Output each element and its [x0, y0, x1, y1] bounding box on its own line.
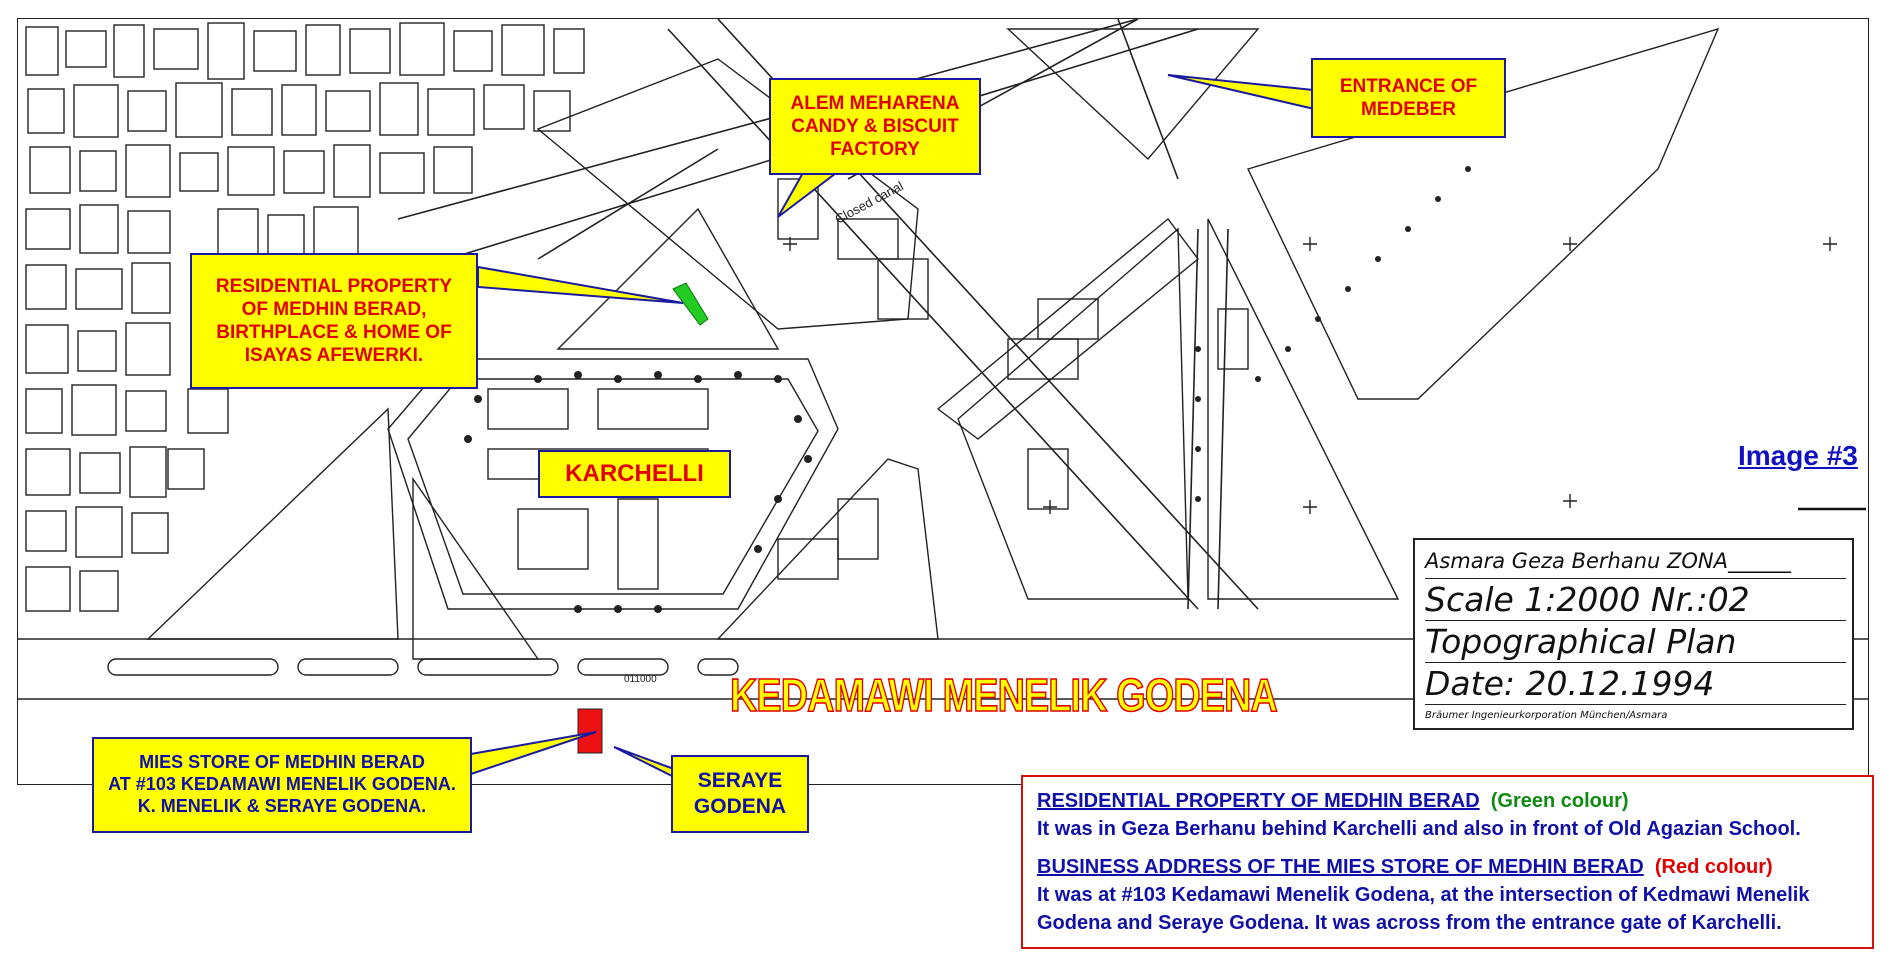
survey-crosses [783, 237, 1837, 514]
title-block-zone: Asmara Geza Berhanu ZONA______ [1425, 544, 1846, 579]
callout-seraye-godena: SERAYE GODENA [671, 755, 809, 833]
callout-entrance-medeber: ENTRANCE OF MEDEBER [1311, 58, 1506, 138]
legend-green-colour: (Green colour) [1490, 790, 1629, 812]
legend-red-colour: (Red colour) [1654, 856, 1773, 878]
title-block-scale: Scale 1:2000 Nr.:02 [1425, 578, 1846, 621]
legend-residential-heading: RESIDENTIAL PROPERTY OF MEDHIN BERAD [1037, 790, 1480, 812]
callout-mies-store: MIES STORE OF MEDHIN BERAD AT #103 KEDAMAWI MENELIK GODENA. K. MENELIK & SERAYE GODENA. [92, 737, 472, 833]
karchelli-label: KARCHELLI [538, 450, 731, 498]
legend-business-text-1: It was at #103 Kedamawi Menelik Godena, at the intersection of Kedmawi Menelik [1037, 884, 1810, 906]
road-code-text: 011000 [624, 674, 657, 685]
closed-canal-text: Closed canal [832, 178, 906, 227]
callout-candy-biscuit-factory: ALEM MEHARENA CANDY & BISCUIT FACTORY [769, 78, 981, 175]
callout-residential-property: RESIDENTIAL PROPERTY OF MEDHIN BERAD, BIRTHPLACE & HOME OF ISAYAS AFEWERKI. [190, 253, 478, 389]
residential-property-marker [673, 283, 708, 325]
image-number-label: Image #3 [1738, 440, 1858, 471]
legend-business-text-2: Godena and Seraye Godena. It was across from the entrance gate of Karchelli. [1037, 912, 1782, 934]
legend-box [1021, 775, 1874, 949]
legend-business-heading: BUSINESS ADDRESS OF THE MIES STORE OF MEDHIN BERAD [1037, 856, 1644, 878]
street-label-kedamawi-menelik: KEDAMAWI MENELIK GODENA [730, 669, 1277, 721]
mies-store-marker [578, 709, 602, 753]
interior-buildings [488, 179, 1248, 589]
legend-residential-text: It was in Geza Berhanu behind Karchelli and also in front of Old Agazian School. [1037, 818, 1801, 840]
title-block-date: Date: 20.12.1994 [1425, 662, 1846, 705]
map-title-block [1413, 538, 1854, 730]
title-block-plan: Topographical Plan [1425, 620, 1846, 663]
title-block-footer: Bräumer Ingenieurkorporation München/Asmara [1425, 710, 1668, 721]
median-strips [108, 659, 738, 675]
